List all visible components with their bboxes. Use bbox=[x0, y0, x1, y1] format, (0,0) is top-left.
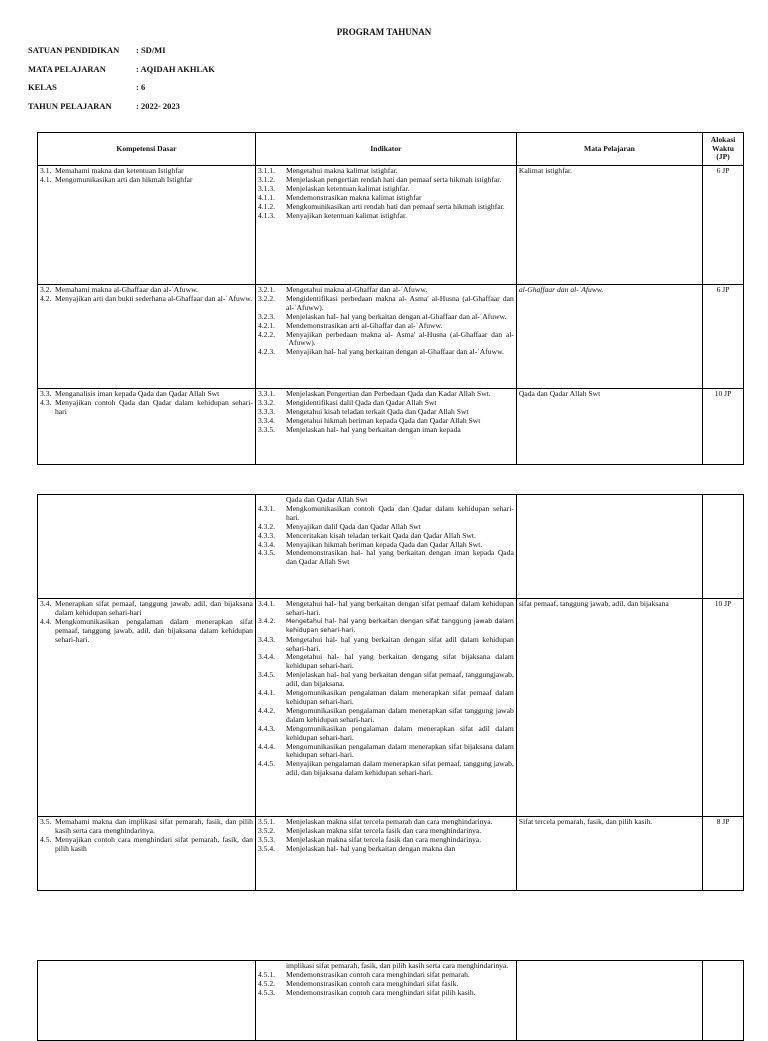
item-text: Menyajikan dalil Qada dan Qadar Allah Swt bbox=[285, 521, 421, 531]
cell-jp: 8 JP bbox=[703, 817, 744, 891]
meta-key: MATA PELAJARAN bbox=[28, 63, 106, 74]
item-number: 3.3.5. bbox=[257, 424, 276, 434]
cell-kd bbox=[38, 285, 256, 389]
item-text: Menjelaskan makna sifat tercela fasik dan cara menghindarinya. bbox=[285, 825, 482, 835]
cell-mata-pelajaran bbox=[516, 495, 702, 599]
indicator-list bbox=[258, 636, 514, 779]
item-text: Memahami makna dan implikasi sifat pemarah, fasik, dan pilih kasih serta cara menghindarinya. bbox=[55, 817, 253, 835]
list-item bbox=[258, 760, 514, 778]
indicator-list bbox=[258, 600, 514, 618]
continued-text: Qada dan Qadar Allah Swt bbox=[285, 495, 368, 504]
item-text: Mengetahui makna al-Ghaffar dan al-ʿAfuww. bbox=[285, 285, 428, 294]
item-number: 4.1.3. bbox=[257, 210, 276, 220]
item-text: Menjelaskan ketentuan kalimat istighfar. bbox=[285, 183, 410, 193]
item-text: Mendemonstrasikan arti al-Ghaffar dan al-ʿAfuww. bbox=[285, 320, 443, 330]
item-number: 3.2.3. bbox=[257, 311, 276, 321]
item-number: 4.3.5. bbox=[257, 548, 276, 558]
cell-jp bbox=[703, 961, 744, 1041]
item-text: Mendemonstrasikan contoh cara menghindari sifat fasik. bbox=[285, 978, 459, 988]
item-text: Menyajikan pengalaman dalam menerapkan sifat pemaaf, tanggung jawab, adil, dan bijaksana dalam kehidupan sehari-hari. bbox=[285, 759, 514, 778]
item-number: 4.2.3. bbox=[257, 347, 276, 357]
item-number: 3.4. bbox=[40, 599, 52, 608]
item-number: 3.1. bbox=[40, 166, 52, 175]
list-item bbox=[258, 671, 514, 689]
document-meta bbox=[28, 44, 215, 118]
list-item bbox=[40, 295, 253, 304]
meta-value: : 2022- 2023 bbox=[136, 100, 180, 111]
list-item bbox=[258, 600, 514, 618]
cell-kd bbox=[38, 961, 256, 1041]
program-table-page-3 bbox=[37, 960, 744, 1041]
cell-mata-pelajaran bbox=[516, 961, 702, 1041]
item-text: Menjelaskan hal- hal yang berkaitan dengan sifat pemaaf, tanggungjawab, adil, dan bijaksana. bbox=[285, 670, 514, 689]
item-text: Memahami makna dan ketentuan Istighfar bbox=[55, 166, 184, 175]
item-number: 4.1.1. bbox=[257, 192, 276, 202]
item-number: 4.3.1. bbox=[257, 503, 276, 513]
item-text: Menganalisis iman kepada Qada dan Qadar Allah Swt bbox=[55, 389, 220, 398]
item-text: Mengetahui kisah teladan terkait Qada dan Qadar Allah Swt bbox=[285, 406, 469, 416]
item-text: Mengetahui hal- hal yang berkaitan dengan sifat tanggung jawab dalam kehidupan sehari-hari. bbox=[285, 617, 514, 634]
list-item bbox=[258, 725, 514, 743]
item-text: Mengetahui hal- hal yang berkaitan dengan sifat pemaaf dalam kehidupan sehari-hari. bbox=[285, 599, 514, 617]
header-kompetensi-dasar: Kompetensi Dasar bbox=[38, 133, 256, 166]
indicator-list bbox=[258, 505, 514, 567]
item-text: Menjelaskan makna sifat tercela pemarah dan cara menghindarinya. bbox=[285, 817, 493, 826]
cell-indikator bbox=[255, 817, 516, 891]
item-number: 4.4.4. bbox=[257, 741, 276, 751]
list-item bbox=[40, 600, 253, 618]
cell-jp: 6 JP bbox=[703, 166, 744, 285]
item-text: Menyajikan perbedaan makna al- Asma' al-Husna (al-Ghaffaar dan al-ʿAfuww). bbox=[285, 329, 514, 348]
table-row bbox=[38, 285, 744, 389]
item-number: 3.4.2. bbox=[257, 617, 276, 625]
document-title: PROGRAM TAHUNAN bbox=[336, 27, 432, 37]
meta-value: : SD/MI bbox=[136, 45, 166, 55]
meta-value: : AQIDAH AKHLAK bbox=[136, 63, 215, 74]
item-text: Mengomunikasikan pengalaman dalam menerapkan sifat bijaksana dalam kehidupan sehari-hari. bbox=[285, 741, 514, 760]
item-number: 3.1.1. bbox=[257, 166, 276, 175]
list-item bbox=[258, 636, 514, 654]
item-number: 4.2.1. bbox=[257, 320, 276, 330]
item-number: 3.3. bbox=[40, 389, 52, 398]
table-header-row bbox=[38, 133, 744, 166]
item-number: 4.1. bbox=[40, 174, 52, 184]
meta-row bbox=[28, 44, 215, 63]
item-number: 3.3.4. bbox=[257, 415, 276, 425]
cell-kd bbox=[38, 389, 256, 465]
item-number: 3.5.4. bbox=[257, 843, 276, 853]
table-row bbox=[38, 817, 744, 891]
item-number: 4.4. bbox=[40, 616, 52, 626]
item-text: Mengetahui hikmah beriman kepada Qada dan Qadar Allah Swt bbox=[285, 415, 481, 425]
item-text: Mengidentifikasi perbedaan makna al- Asma' al-Husna (al-Ghaffaar dan al-ʿAfuww). bbox=[285, 293, 514, 312]
item-number: 3.2.2. bbox=[257, 293, 276, 303]
list-item bbox=[258, 743, 514, 761]
cell-kd bbox=[38, 166, 256, 285]
item-number: 4.5. bbox=[40, 834, 52, 844]
item-text: Memahami makna al-Ghaffaar dan al-ʿAfuww. bbox=[55, 285, 198, 294]
item-text: Mendemonstrasikan contoh cara menghindari sifat pemarah. bbox=[285, 969, 470, 979]
list-item bbox=[258, 295, 514, 313]
item-number: 4.5.2. bbox=[257, 978, 276, 988]
list-item bbox=[258, 212, 514, 221]
header-mata-pelajaran: Mata Pelajaran bbox=[516, 133, 702, 166]
meta-row bbox=[28, 63, 215, 82]
header-indikator: Indikator bbox=[255, 133, 516, 166]
cell-jp: 10 JP bbox=[703, 389, 744, 465]
item-number: 3.4.1. bbox=[257, 599, 276, 608]
meta-row bbox=[28, 100, 215, 119]
cell-indikator bbox=[255, 495, 516, 599]
item-text: Mengkomunikasikan pengalaman dalam menerapkan sifat pemaaf, tanggung jawab, adil, dan bijaksana dalam kehidupan sehari-hari. bbox=[55, 616, 253, 644]
item-text: Menjelaskan hal- hal yang berkaitan dengan al-Ghaffaar dan al-ʿAfuww. bbox=[285, 311, 507, 321]
list-item bbox=[258, 707, 514, 725]
item-text: Menyajikan contoh cara menghindari sifat pemarah, fasik, dan pilih kasih bbox=[55, 834, 253, 853]
cell-jp bbox=[703, 495, 744, 599]
meta-key: KELAS bbox=[28, 82, 57, 92]
list-item bbox=[258, 989, 514, 998]
item-number: 4.3. bbox=[40, 397, 52, 407]
cell-indikator bbox=[255, 599, 516, 817]
cell-mata-pelajaran: Sifat tercela pemarah, fasik, dan pilih kasih. bbox=[516, 817, 702, 891]
item-number: 3.3.1. bbox=[257, 389, 276, 398]
table-row bbox=[38, 599, 744, 817]
list-item bbox=[258, 426, 514, 435]
item-number: 4.5.3. bbox=[257, 987, 276, 997]
list-item bbox=[40, 399, 253, 417]
program-table-page-2 bbox=[37, 494, 744, 891]
cell-mata-pelajaran: al-Ghaffaar dan al-ʿAfuww. bbox=[516, 285, 702, 389]
list-item bbox=[258, 653, 514, 671]
item-text: Mengomunikasikan pengalaman dalam menerapkan sifat pemaaf dalam kehidupan sehari-hari. bbox=[285, 688, 514, 706]
item-text: Mengomunikasikan pengalaman dalam menerapkan sifat tanggung jawab dalam kehidupan sehari-hari. bbox=[285, 705, 514, 724]
item-text: Menerapkan sifat pemaaf, tanggung jawab, adil, dan bijaksana dalam kehidupan sehari-hari bbox=[55, 599, 253, 617]
cell-kd bbox=[38, 495, 256, 599]
item-text: Menyajikan hikmah beriman kepada Qada dan Qadar Allah Swt. bbox=[285, 539, 483, 549]
header-alokasi-waktu: Alokasi Waktu (JP) bbox=[703, 133, 744, 166]
item-number: 3.1.2. bbox=[257, 174, 276, 184]
item-number: 4.3.2. bbox=[257, 521, 276, 531]
item-text: Mendemonstrasikan hal- hal yang berkaitan dengan iman kepada Qada dan Qadar Allah Swt bbox=[285, 548, 514, 567]
program-table-page-1 bbox=[37, 132, 744, 465]
item-text: Menyajikan contoh Qada dan Qadar dalam kehidupan sehari-hari bbox=[55, 397, 253, 416]
item-text: Mengetahui hal- hal yang berkaitan dengang sifat bijaksana dalam kehidupan sehari-hari. bbox=[285, 652, 514, 671]
item-text: Mengomunikasikan pengalaman dalam menerapkan sifat adil dalam kehidupan sehari-hari. bbox=[285, 723, 514, 742]
item-text: Mengkomunikasikan arti rendah hati dan pemaaf serta hikmah istighfar. bbox=[285, 201, 505, 211]
item-number: 3.3.3. bbox=[257, 406, 276, 416]
item-text: Menjelaskan hal- hal yang berkaitan dengan iman kepada bbox=[285, 424, 461, 434]
item-text: Menjelaskan pengertian rendah hati dan pemaaf serta hikmah istighfar. bbox=[285, 174, 502, 184]
indicator-list bbox=[258, 971, 514, 998]
item-number: 3.5.3. bbox=[257, 834, 276, 844]
table-row bbox=[38, 961, 744, 1041]
item-number: 3.2. bbox=[40, 285, 52, 294]
list-item bbox=[40, 836, 253, 854]
item-number: 3.4.3. bbox=[257, 634, 276, 644]
list-item bbox=[258, 845, 514, 854]
item-text: Menyajikan ketentuan kalimat istighfar. bbox=[285, 210, 407, 220]
list-item bbox=[40, 618, 253, 645]
meta-key: SATUAN PENDIDIKAN bbox=[28, 45, 120, 55]
list-item bbox=[258, 618, 514, 636]
item-text: Mendemonstrasikan makna kalimat istighfar bbox=[285, 192, 422, 202]
item-number: 3.2.1. bbox=[257, 285, 276, 294]
item-text: Menjelaskan Pengertian dan Perbedaan Qada dan Kadar Allah Swt. bbox=[285, 389, 491, 398]
item-text: Menjelaskan makna sifat tercela fasik dan cara menghindarinya. bbox=[285, 834, 482, 844]
list-item bbox=[40, 176, 253, 185]
item-number: 4.5.1. bbox=[257, 969, 276, 979]
table-row bbox=[38, 389, 744, 465]
item-number: 3.5.1. bbox=[257, 817, 276, 826]
item-text: Mengomunikasikan arti dan hikmah Istighfar bbox=[55, 174, 193, 184]
list-item bbox=[258, 505, 514, 523]
item-text: Mengetahui makna kalimat istighfar. bbox=[285, 166, 398, 175]
item-text: Menjelaskan hal- hal yang berkaitan dengan makna dan bbox=[285, 843, 456, 853]
meta-key: TAHUN PELAJARAN bbox=[28, 100, 112, 111]
cell-jp: 6 JP bbox=[703, 285, 744, 389]
meta-value: : 6 bbox=[136, 82, 146, 92]
list-item bbox=[258, 348, 514, 357]
list-item bbox=[258, 689, 514, 707]
list-item bbox=[40, 818, 253, 836]
table-row bbox=[38, 495, 744, 599]
cell-kd bbox=[38, 817, 256, 891]
item-number: 4.4.5. bbox=[257, 759, 276, 769]
item-number: 3.5. bbox=[40, 817, 52, 826]
cell-kd bbox=[38, 599, 256, 817]
cell-indikator bbox=[255, 961, 516, 1041]
item-number: 3.3.2. bbox=[257, 397, 276, 407]
cell-indikator bbox=[255, 285, 516, 389]
item-number: 3.4.4. bbox=[257, 652, 276, 662]
item-text: Mengkomunikasikan contoh Qada dan Qadar dalam kehidupan sehari-hari. bbox=[285, 503, 514, 522]
cell-mata-pelajaran: sifat pemaaf, tanggung jawab, adil, dan bijaksana bbox=[516, 599, 702, 817]
item-text: Menyajikan arti dan bukti sederhana al-Ghaffaar dan al-ʿAfuww. bbox=[55, 293, 253, 303]
item-number: 4.4.3. bbox=[257, 723, 276, 733]
item-number: 4.4.1. bbox=[257, 688, 276, 698]
item-number: 4.4.2. bbox=[257, 705, 276, 715]
list-item bbox=[258, 331, 514, 349]
item-text: Mengidentifikasi dalil Qada dan Qadar Allah Swt bbox=[285, 397, 437, 407]
item-number: 4.3.4. bbox=[257, 539, 276, 549]
item-number: 3.1.3. bbox=[257, 183, 276, 193]
list-item bbox=[258, 549, 514, 567]
item-text: Mendemonstrasikan contoh cara menghindari sifat pilih kasih. bbox=[285, 987, 476, 997]
continued-text: implikasi sifat pemarah, fasik, dan pilih kasih serta cara menghindarinya. bbox=[285, 961, 509, 970]
item-number: 4.3.3. bbox=[257, 530, 276, 540]
cell-indikator bbox=[255, 389, 516, 465]
item-text: Menceritakan kisah teladan terkait Qada dan Qadar Allah Swt. bbox=[285, 530, 476, 540]
indicator-list bbox=[258, 618, 514, 636]
item-number: 4.2. bbox=[40, 293, 52, 303]
cell-jp: 10 JP bbox=[703, 599, 744, 817]
item-number: 3.4.5. bbox=[257, 670, 276, 680]
item-number: 3.5.2. bbox=[257, 825, 276, 835]
cell-mata-pelajaran: Kalimat istighfar. bbox=[516, 166, 702, 285]
cell-indikator bbox=[255, 166, 516, 285]
cell-mata-pelajaran: Qada dan Qadar Allah Swt bbox=[516, 389, 702, 465]
item-number: 4.1.2. bbox=[257, 201, 276, 211]
item-number: 4.2.2. bbox=[257, 329, 276, 339]
item-text: Menyajikan hal- hal yang berkaitan dengan al-Ghaffaar dan al-ʿAfuww. bbox=[285, 347, 504, 357]
meta-row bbox=[28, 81, 215, 100]
table-row bbox=[38, 166, 744, 285]
item-text: Mengetahui hal- hal yang berkaitan dengan sifat adil dalam kehidupan sehari-hari. bbox=[285, 634, 514, 653]
